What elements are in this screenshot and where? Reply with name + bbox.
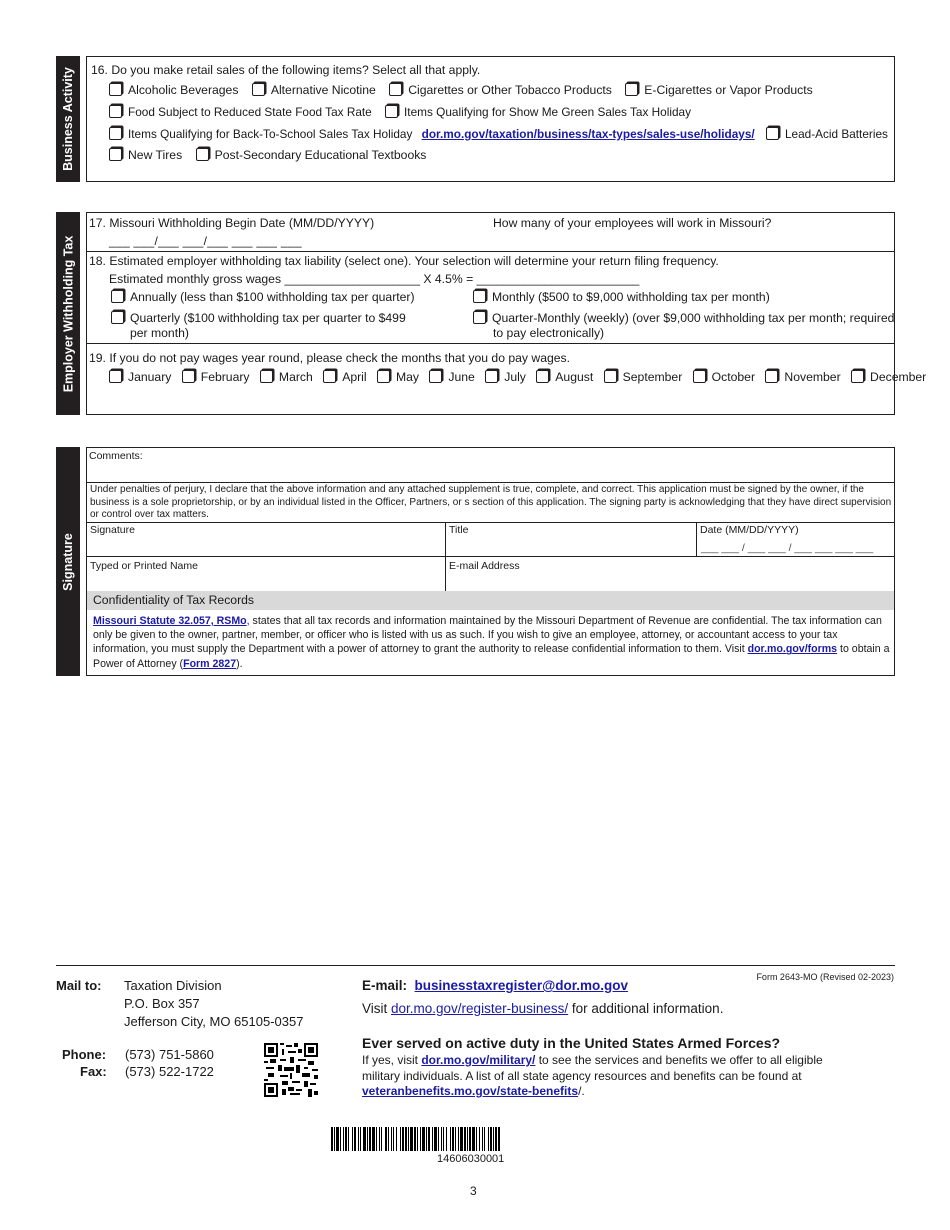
employees-question: How many of your employees will work in Missouri?	[493, 216, 772, 230]
printed-name-label: Typed or Printed Name	[90, 560, 198, 572]
checkbox[interactable]	[429, 370, 442, 383]
option-show-me-green[interactable]: Items Qualifying for Show Me Green Sales Tax Holiday	[385, 105, 691, 119]
email-line: E-mail: businesstaxregister@dor.mo.gov	[362, 978, 629, 993]
checkbox[interactable]	[604, 370, 617, 383]
statute-link[interactable]: Missouri Statute 32.057, RSMo	[93, 615, 247, 627]
business-activity-tab: Business Activity	[56, 56, 80, 182]
checkbox[interactable]	[252, 83, 265, 96]
fax-label: Fax:	[80, 1064, 107, 1079]
barcode-bar	[358, 1127, 359, 1151]
barcode-bar	[385, 1127, 387, 1151]
retail-row-3	[109, 127, 898, 141]
military-link[interactable]: dor.mo.gov/military/	[421, 1053, 536, 1067]
barcode-number: 14606030001	[437, 1153, 505, 1165]
month-november[interactable]: November	[765, 370, 840, 384]
form-2827-link[interactable]: Form 2827	[183, 657, 237, 670]
address-line-2: P.O. Box 357	[124, 996, 200, 1011]
option-monthly[interactable]: Monthly ($500 to $9,000 withholding tax per month)	[473, 290, 770, 304]
retail-row-4	[109, 148, 436, 162]
option-alternative-nicotine[interactable]: Alternative Nicotine	[252, 83, 376, 97]
checkbox[interactable]	[109, 105, 122, 118]
comments-label: Comments:	[89, 450, 143, 462]
question-17: 17. Missouri Withholding Begin Date (MM/DD/YYYY)	[89, 216, 375, 230]
barcode-icon	[331, 1127, 619, 1151]
month-december[interactable]: December	[851, 370, 926, 384]
checkbox[interactable]	[111, 290, 124, 303]
option-new-tires[interactable]: New Tires	[109, 148, 182, 162]
divider	[87, 482, 894, 483]
withholding-tab: Employer Withholding Tax	[56, 212, 80, 415]
barcode-bar	[438, 1127, 439, 1151]
barcode-bar	[372, 1127, 375, 1151]
checkbox[interactable]	[182, 370, 195, 383]
divider	[87, 343, 894, 344]
barcode-bar	[336, 1127, 339, 1151]
barcode-bar	[441, 1127, 442, 1151]
confidentiality-text: Missouri Statute 32.057, RSMo, states that all tax records and information maintained by the Missouri Department of Revenue are confidential. The tax information can only be given to the owner, partner, member, or officer who is listed with us as such. If you wish to give an employee, attorney, or accountant access to your tax information, you must supply the Department with a power of attorney to grant the authority to release confidential information to them. Visit dor.mo.gov/forms to obtain a Power of Attorney (Form 2827).	[93, 615, 890, 670]
checkbox[interactable]	[109, 127, 122, 140]
checkbox[interactable]	[473, 311, 486, 324]
holidays-link[interactable]: dor.mo.gov/taxation/business/tax-types/sales-use/holidays/	[421, 127, 755, 141]
barcode-bar	[428, 1127, 430, 1151]
register-business-link[interactable]: dor.mo.gov/register-business/	[391, 1001, 569, 1016]
barcode-bar	[479, 1127, 480, 1151]
barcode-bar	[369, 1127, 371, 1151]
barcode-bar	[388, 1127, 389, 1151]
month-june[interactable]: June	[429, 370, 474, 384]
barcode-bar	[354, 1127, 356, 1151]
gross-wages-field[interactable]: Estimated monthly gross wages ____________________ X 4.5% = ________________________	[109, 272, 640, 286]
barcode-bar	[405, 1127, 407, 1151]
military-heading: Ever served on active duty in the United States Armed Forces?	[362, 1035, 781, 1051]
perjury-statement: Under penalties of perjury, I declare that the above information and any attached supplement is true, complete, and correct. This application must be signed by the owner, if the business is a sole proprietorship, or by an individual listed in the Officer, Partners, or s section of this application. The signing party is acknowledging that they have direct supervision or control over tax matters.	[90, 484, 892, 521]
quarterly-cont: per month)	[130, 326, 189, 340]
checkbox[interactable]	[377, 370, 390, 383]
email-link[interactable]: businesstaxregister@dor.mo.gov	[414, 978, 629, 993]
title-field[interactable]	[446, 523, 696, 556]
comments-field[interactable]	[87, 448, 894, 482]
forms-link[interactable]: dor.mo.gov/forms	[747, 643, 838, 656]
veteran-benefits-link[interactable]: veteranbenefits.mo.gov/state-benefits	[362, 1084, 579, 1098]
visit-line: Visit dor.mo.gov/register-business/ for additional information.	[362, 1001, 724, 1016]
divider	[87, 251, 894, 252]
footer-rule	[56, 965, 895, 966]
barcode-bar	[422, 1127, 425, 1151]
option-alcoholic-beverages[interactable]: Alcoholic Beverages	[109, 83, 238, 97]
month-april[interactable]: April	[323, 370, 366, 384]
option-quarter-monthly[interactable]: Quarter-Monthly (weekly) (over $9,000 withholding tax per month; required	[473, 311, 894, 325]
barcode-bar	[495, 1127, 497, 1151]
barcode-bar	[410, 1127, 413, 1151]
barcode-bar	[476, 1127, 477, 1151]
barcode-bar	[420, 1127, 421, 1151]
barcode-bar	[493, 1127, 494, 1151]
barcode-bar	[450, 1127, 451, 1151]
option-annually[interactable]: Annually (less than $100 withholding tax per quarter)	[111, 290, 415, 304]
military-line-3: veteranbenefits.mo.gov/state-benefits/.	[362, 1084, 585, 1098]
checkbox[interactable]	[109, 370, 122, 383]
barcode-bar	[396, 1127, 397, 1151]
checkbox[interactable]	[693, 370, 706, 383]
phone-label: Phone:	[62, 1047, 107, 1062]
barcode-bar	[331, 1127, 333, 1151]
option-cigarettes[interactable]: Cigarettes or Other Tobacco Products	[389, 83, 612, 97]
signature-box	[86, 447, 895, 676]
option-food-reduced-rate[interactable]: Food Subject to Reduced State Food Tax Rate	[109, 105, 372, 119]
option-lead-acid-batteries[interactable]: Lead-Acid Batteries	[766, 127, 888, 141]
military-line-1: If yes, visit dor.mo.gov/military/ to see the services and benefits we offer to all eligible	[362, 1053, 823, 1067]
barcode-bar	[343, 1127, 344, 1151]
barcode-bar	[498, 1127, 500, 1151]
barcode-bar	[443, 1127, 444, 1151]
barcode-bar	[469, 1127, 471, 1151]
month-may[interactable]: May	[377, 370, 419, 384]
month-august[interactable]: August	[536, 370, 593, 384]
barcode-bar	[434, 1127, 437, 1151]
option-e-cigarettes[interactable]: E-Cigarettes or Vapor Products	[625, 83, 812, 97]
email-label: E-mail Address	[449, 560, 520, 572]
barcode-bar	[345, 1127, 347, 1151]
barcode-bar	[464, 1127, 466, 1151]
date-field[interactable]: ___ ___ / ___ ___ / ___ ___ ___ ___	[701, 542, 874, 554]
page-number: 3	[470, 1184, 477, 1198]
barcode-bar	[400, 1127, 401, 1151]
checkbox[interactable]	[109, 148, 122, 161]
checkbox[interactable]	[851, 370, 864, 383]
barcode-bar	[455, 1127, 456, 1151]
begin-date-field[interactable]: ___ ___/___ ___/___ ___ ___ ___	[109, 234, 302, 248]
barcode-bar	[381, 1127, 382, 1151]
checkbox[interactable]	[766, 127, 779, 140]
withholding-section	[56, 212, 927, 415]
question-18: 18. Estimated employer withholding tax liability (select one). Your selection will determine your return filing frequency.	[89, 254, 719, 268]
checkbox[interactable]	[765, 370, 778, 383]
barcode-bar	[379, 1127, 380, 1151]
barcode-bar	[426, 1127, 427, 1151]
printed-name-field[interactable]	[87, 557, 445, 591]
address-line-1: Taxation Division	[124, 978, 222, 993]
barcode-bar	[408, 1127, 409, 1151]
fax-number: (573) 522-1722	[125, 1064, 214, 1079]
business-activity-section	[56, 56, 895, 182]
barcode-bar	[458, 1127, 459, 1151]
checkbox[interactable]	[536, 370, 549, 383]
date-label: Date (MM/DD/YYYY)	[700, 524, 799, 536]
months-row	[109, 370, 926, 384]
question-19: 19. If you do not pay wages year round, please check the months that you do pay wages.	[89, 351, 571, 365]
option-quarterly[interactable]: Quarterly ($100 withholding tax per quarter to $499	[111, 311, 406, 325]
barcode-bar	[417, 1127, 418, 1151]
checkbox[interactable]	[260, 370, 273, 383]
mail-to-label: Mail to:	[56, 978, 102, 993]
barcode-bar	[467, 1127, 468, 1151]
military-line-2: military individuals. A list of all state agency resources and benefits can be found at	[362, 1069, 802, 1083]
phone-number: (573) 751-5860	[125, 1047, 214, 1062]
month-february[interactable]: February	[182, 370, 250, 384]
barcode-bar	[367, 1127, 368, 1151]
form-id: Form 2643-MO (Revised 02-2023)	[756, 972, 894, 982]
barcode-bar	[402, 1127, 404, 1151]
month-july[interactable]: July	[485, 370, 526, 384]
checkbox[interactable]	[625, 83, 638, 96]
barcode-bar	[352, 1127, 353, 1151]
confidentiality-heading: Confidentiality of Tax Records	[87, 591, 894, 610]
month-march[interactable]: March	[260, 370, 313, 384]
checkbox[interactable]	[109, 83, 122, 96]
checkbox[interactable]	[385, 105, 398, 118]
barcode-bar	[360, 1127, 361, 1151]
checkbox[interactable]	[111, 311, 124, 324]
address-line-3: Jefferson City, MO 65105-0357	[124, 1014, 304, 1029]
retail-row-1	[109, 83, 823, 97]
barcode-bar	[460, 1127, 463, 1151]
month-january[interactable]: January	[109, 370, 171, 384]
option-back-to-school[interactable]: Items Qualifying for Back-To-School Sales Tax Holiday	[109, 127, 412, 141]
barcode-bar	[334, 1127, 335, 1151]
quarter-monthly-cont: to pay electronically)	[493, 326, 605, 340]
month-october[interactable]: October	[693, 370, 755, 384]
question-16: 16. Do you make retail sales of the following items? Select all that apply.	[91, 63, 481, 77]
barcode-bar	[348, 1127, 349, 1151]
barcode-bar	[484, 1127, 485, 1151]
signature-label: Signature	[90, 524, 135, 536]
barcode-bar	[363, 1127, 366, 1151]
retail-row-2	[109, 105, 701, 119]
barcode-bar	[446, 1127, 447, 1151]
signature-field[interactable]	[87, 523, 445, 556]
signature-section	[56, 447, 895, 676]
qr-code-icon	[264, 1043, 318, 1097]
withholding-box	[86, 212, 927, 415]
checkbox[interactable]	[389, 83, 402, 96]
barcode-bar	[432, 1127, 433, 1151]
title-label: Title	[449, 524, 469, 536]
checkbox[interactable]	[323, 370, 336, 383]
barcode-bar	[490, 1127, 492, 1151]
checkbox[interactable]	[196, 148, 209, 161]
signature-tab: Signature	[56, 447, 80, 676]
month-september[interactable]: September	[604, 370, 683, 384]
divider	[696, 522, 697, 556]
barcode-bar	[472, 1127, 475, 1151]
barcode-bar	[482, 1127, 483, 1151]
business-activity-box	[86, 56, 895, 182]
barcode-bar	[393, 1127, 394, 1151]
barcode-bar	[340, 1127, 341, 1151]
checkbox[interactable]	[485, 370, 498, 383]
barcode-bar	[391, 1127, 392, 1151]
checkbox[interactable]	[473, 290, 486, 303]
barcode-bar	[452, 1127, 454, 1151]
email-field[interactable]	[446, 557, 894, 591]
barcode-bar	[376, 1127, 377, 1151]
barcode-bar	[488, 1127, 489, 1151]
option-textbooks[interactable]: Post-Secondary Educational Textbooks	[196, 148, 427, 162]
barcode-bar	[414, 1127, 416, 1151]
